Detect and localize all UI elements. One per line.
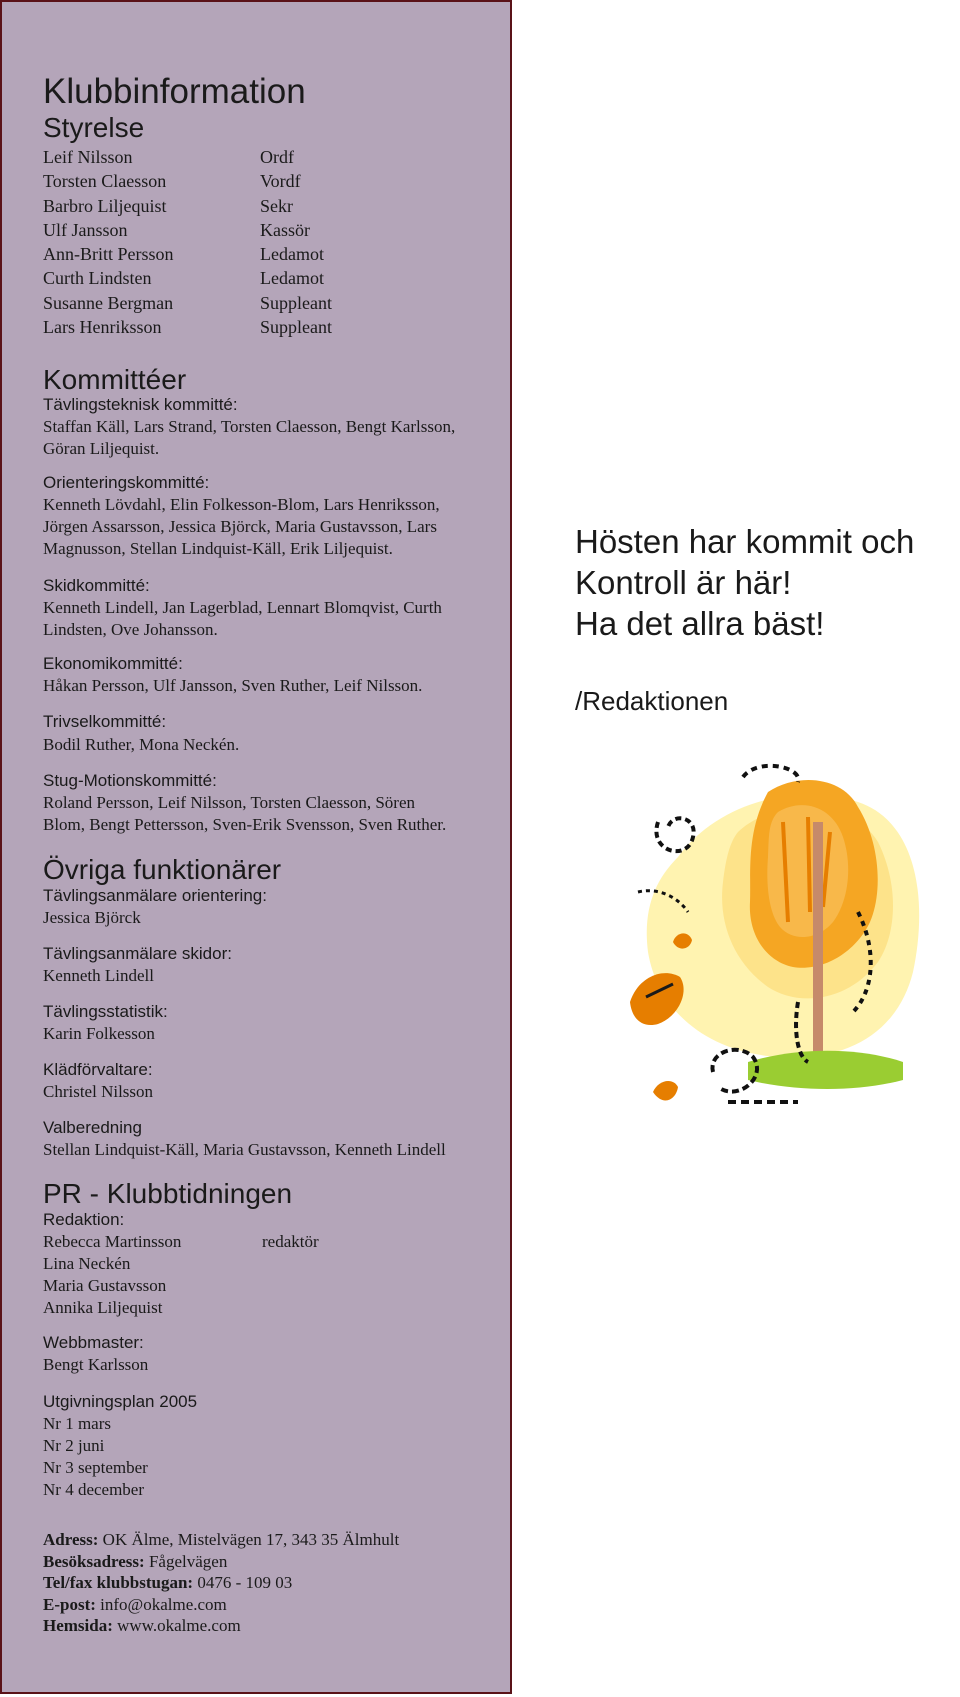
member-name: Barbro Liljequist <box>43 195 167 216</box>
member-role: Suppleant <box>260 317 332 338</box>
group-line: Håkan Persson, Ulf Jansson, Sven Ruther, Leif Nilsson. <box>43 676 423 695</box>
group-line: Bodil Ruther, Mona Neckén. <box>43 735 240 754</box>
signature: /Redaktionen <box>575 686 729 716</box>
role-person: Kenneth Lindell <box>43 966 154 985</box>
member-name: Leif Nilsson <box>43 147 133 167</box>
redaktion-row: Lina Neckén <box>43 1254 131 1273</box>
group-line: Blom, Bengt Pettersson, Sven-Erik Svensson, Sven Ruther. <box>43 815 447 834</box>
member-role: Ordf <box>260 147 294 167</box>
pr-heading: PR - Klubbtidningen <box>43 1178 293 1209</box>
member-role: Kassör <box>260 219 310 240</box>
role-label: Tävlingsstatistik: <box>43 1002 168 1021</box>
webbmaster-label: Webbmaster: <box>43 1333 144 1352</box>
group-members <box>43 494 440 560</box>
contact-label: Adress: <box>43 1530 99 1549</box>
styrelse-heading: Styrelse <box>43 112 145 143</box>
member-name: Curth Lindsten <box>43 268 152 289</box>
group-label: Stug-Motionskommitté: <box>43 771 217 790</box>
member-role: Ledamot <box>260 244 324 265</box>
board-row <box>43 291 483 315</box>
role-person: Jessica Björck <box>43 908 141 927</box>
redaktion-row <box>43 1231 483 1253</box>
editor-role: redaktör <box>262 1232 319 1251</box>
group-members <box>43 734 239 756</box>
member-role: Vordf <box>260 171 301 192</box>
board-row <box>43 315 483 339</box>
redaktion-list <box>43 1231 483 1319</box>
contact-value[interactable]: www.okalme.com <box>112 1616 241 1636</box>
group-members <box>43 675 422 697</box>
group-members <box>43 597 442 641</box>
member-name: Susanne Bergman <box>43 292 174 313</box>
role-label: Valberedning <box>43 1118 142 1137</box>
editor-name: Rebecca Martinsson <box>43 1232 182 1251</box>
group-line: Roland Persson, Leif Nilsson, Torsten Claesson, Sören <box>43 793 415 812</box>
message-line: Hösten har kommit och <box>575 523 915 560</box>
group-line: Kenneth Lövdahl, Elin Folkesson-Blom, Lars Henriksson, <box>43 495 440 514</box>
group-line: Kenneth Lindell, Jan Lagerblad, Lennart Blomqvist, Curth <box>43 598 442 617</box>
contact-visit <box>43 1551 399 1573</box>
group-line: Magnusson, Stellan Lindquist-Käll, Erik Liljequist. <box>43 539 393 558</box>
contact-email[interactable] <box>43 1594 399 1616</box>
role-label: Klädförvaltare: <box>43 1060 153 1079</box>
message-line: Kontroll är här! <box>575 564 792 601</box>
contact-label: E-post: <box>43 1594 96 1614</box>
contact-value: 0476 - 109 03 <box>193 1573 293 1593</box>
group-label: Orienteringskommitté: <box>43 473 210 492</box>
member-role: Suppleant <box>260 292 332 313</box>
webbmaster-name: Bengt Karlsson <box>43 1355 149 1374</box>
plan-item: Nr 4 december <box>43 1480 145 1499</box>
kommitteer-heading: Kommittéer <box>43 364 187 395</box>
member-name: Ann-Britt Persson <box>43 244 174 265</box>
contact-label: Besöksadress: <box>43 1551 145 1571</box>
group-line: Göran Liljequist. <box>43 439 160 458</box>
board-row <box>43 169 483 193</box>
contact-phone <box>43 1572 399 1594</box>
group-line: Lindsten, Ove Johansson. <box>43 620 218 639</box>
contact-block <box>43 1529 399 1637</box>
plan-item: Nr 1 mars <box>43 1414 111 1433</box>
contact-website[interactable] <box>43 1615 399 1637</box>
member-name: Ulf Jansson <box>43 219 128 240</box>
board-row <box>43 218 483 242</box>
member-role: Sekr <box>260 195 293 216</box>
contact-value[interactable]: info@okalme.com <box>95 1594 227 1614</box>
group-label: Tävlingsteknisk kommitté: <box>43 395 238 414</box>
contact-value: OK Älme, Mistelvägen 17, 343 35 Älmhult <box>98 1530 400 1549</box>
autumn-tree-icon <box>618 762 934 1130</box>
group-label: Ekonomikommitté: <box>43 654 183 673</box>
role-person: Karin Folkesson <box>43 1024 155 1043</box>
board-row <box>43 266 483 290</box>
contact-label: Hemsida: <box>43 1616 113 1636</box>
redaktion-row: Annika Liljequist <box>43 1298 163 1317</box>
plan-item: Nr 2 juni <box>43 1436 105 1455</box>
message-line: Ha det allra bäst! <box>575 605 825 642</box>
board-row <box>43 242 483 266</box>
member-name: Torsten Claesson <box>43 171 167 192</box>
redaktion-row: Maria Gustavsson <box>43 1276 167 1295</box>
ovriga-heading: Övriga funktionärer <box>43 854 282 885</box>
group-line: Jörgen Assarsson, Jessica Björck, Maria Gustavsson, Lars <box>43 517 437 536</box>
utgivningsplan-list <box>43 1413 148 1501</box>
contact-value: Fågelvägen <box>144 1551 228 1571</box>
board-list <box>43 145 483 339</box>
group-members <box>43 416 455 460</box>
member-name: Lars Henriksson <box>43 317 162 338</box>
page-title: Klubbinformation <box>43 72 306 111</box>
redaktion-label: Redaktion: <box>43 1210 125 1229</box>
role-label: Tävlingsanmälare orientering: <box>43 886 267 905</box>
utgivningsplan-label: Utgivningsplan 2005 <box>43 1392 198 1411</box>
contact-address <box>43 1529 399 1551</box>
group-line: Staffan Käll, Lars Strand, Torsten Claesson, Bengt Karlsson, <box>43 417 456 436</box>
contact-label: Tel/fax klubbstugan: <box>43 1573 194 1593</box>
plan-item: Nr 3 september <box>43 1458 148 1477</box>
group-members <box>43 792 446 836</box>
role-person: Christel Nilsson <box>43 1082 154 1101</box>
autumn-message <box>575 521 914 644</box>
group-label: Trivselkommitté: <box>43 712 167 731</box>
member-role: Ledamot <box>260 268 324 289</box>
board-row <box>43 145 483 169</box>
role-label: Tävlingsanmälare skidor: <box>43 944 232 963</box>
role-person: Stellan Lindquist-Käll, Maria Gustavsson, Kenneth Lindell <box>43 1140 446 1159</box>
board-row <box>43 194 483 218</box>
group-label: Skidkommitté: <box>43 576 150 595</box>
